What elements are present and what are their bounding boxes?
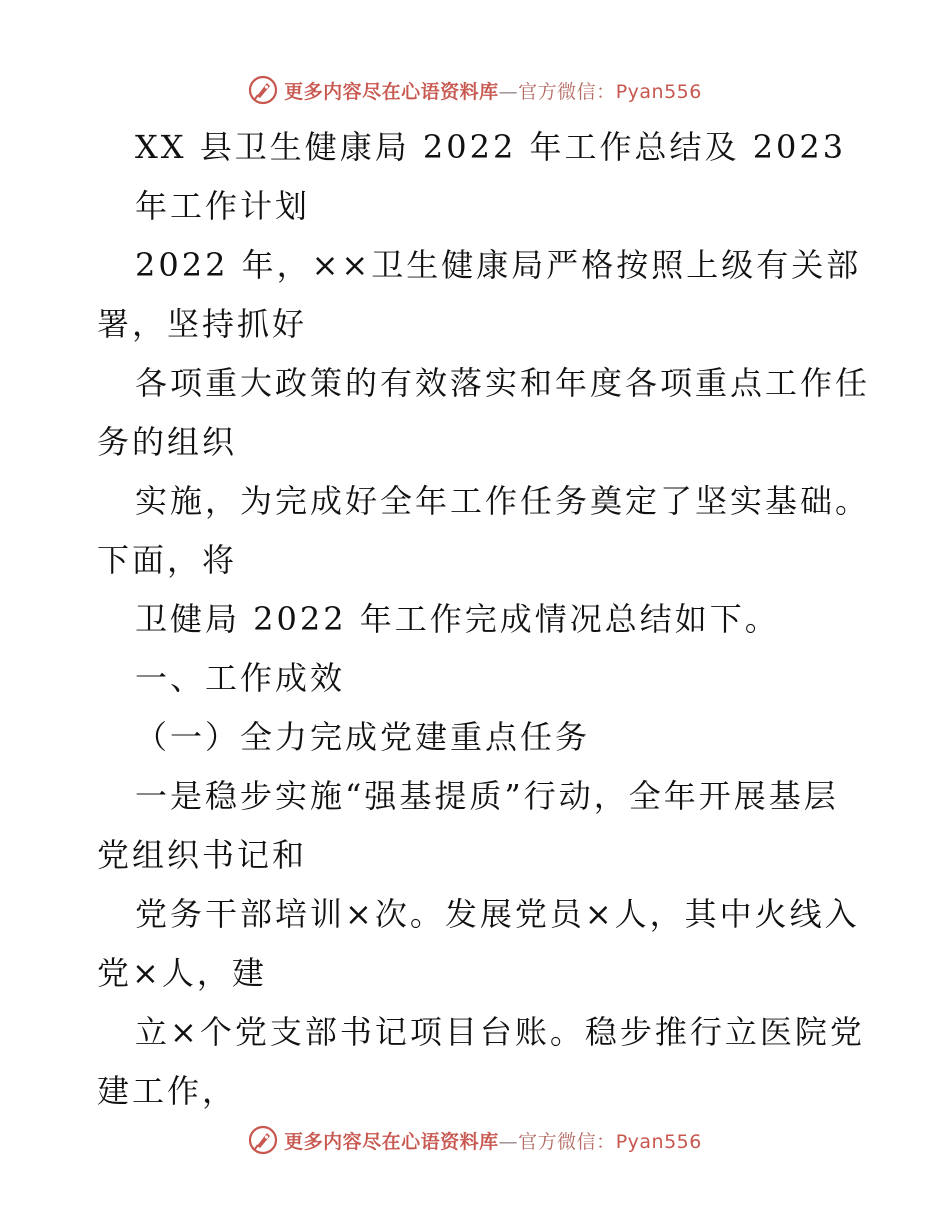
doc-text-line: 下面，将 [97,541,238,579]
doc-text-line: 各项重大政策的有效落实和年度各项重点工作任 [135,364,871,402]
doc-text-line: 卫健局 2022 年工作完成情况总结如下。 [135,600,780,638]
pen-nib-logo-icon [248,75,278,105]
header-watermark [0,70,950,110]
doc-text-line: 党务干部培训×次。发展党员×人，其中火线入 [135,895,860,933]
doc-text-line: 党组织书记和 [97,836,308,874]
doc-text-line: 建工作， [97,1072,238,1110]
doc-text-line: 实施，为完成好全年工作任务奠定了坚实基础。 [135,482,871,520]
doc-title-line-1: XX 县卫生健康局 2022 年工作总结及 2023 [135,128,847,166]
footer-watermark [0,1120,950,1160]
pen-nib-logo-icon [248,1125,278,1155]
doc-text-line: 务的组织 [97,423,238,461]
doc-text-line: 党×人，建 [97,954,267,992]
doc-text-line: 2022 年，××卫生健康局严格按照上级有关部 [135,246,862,284]
doc-text-line: 一是稳步实施“强基提质”行动，全年开展基层 [135,777,839,815]
watermark-text: 更多内容尽在心语资料库—官方微信：Pyan556 [284,1130,702,1153]
doc-text-line: 署，坚持抓好 [97,305,308,343]
section-heading: 一、工作成效 [135,659,346,697]
doc-text-line: 立×个党支部书记项目台账。稳步推行立医院党 [135,1013,865,1051]
watermark-text: 更多内容尽在心语资料库—官方微信：Pyan556 [284,80,702,103]
subsection-heading: （一）全力完成党建重点任务 [135,718,591,756]
doc-title-line-2: 年工作计划 [135,187,311,225]
